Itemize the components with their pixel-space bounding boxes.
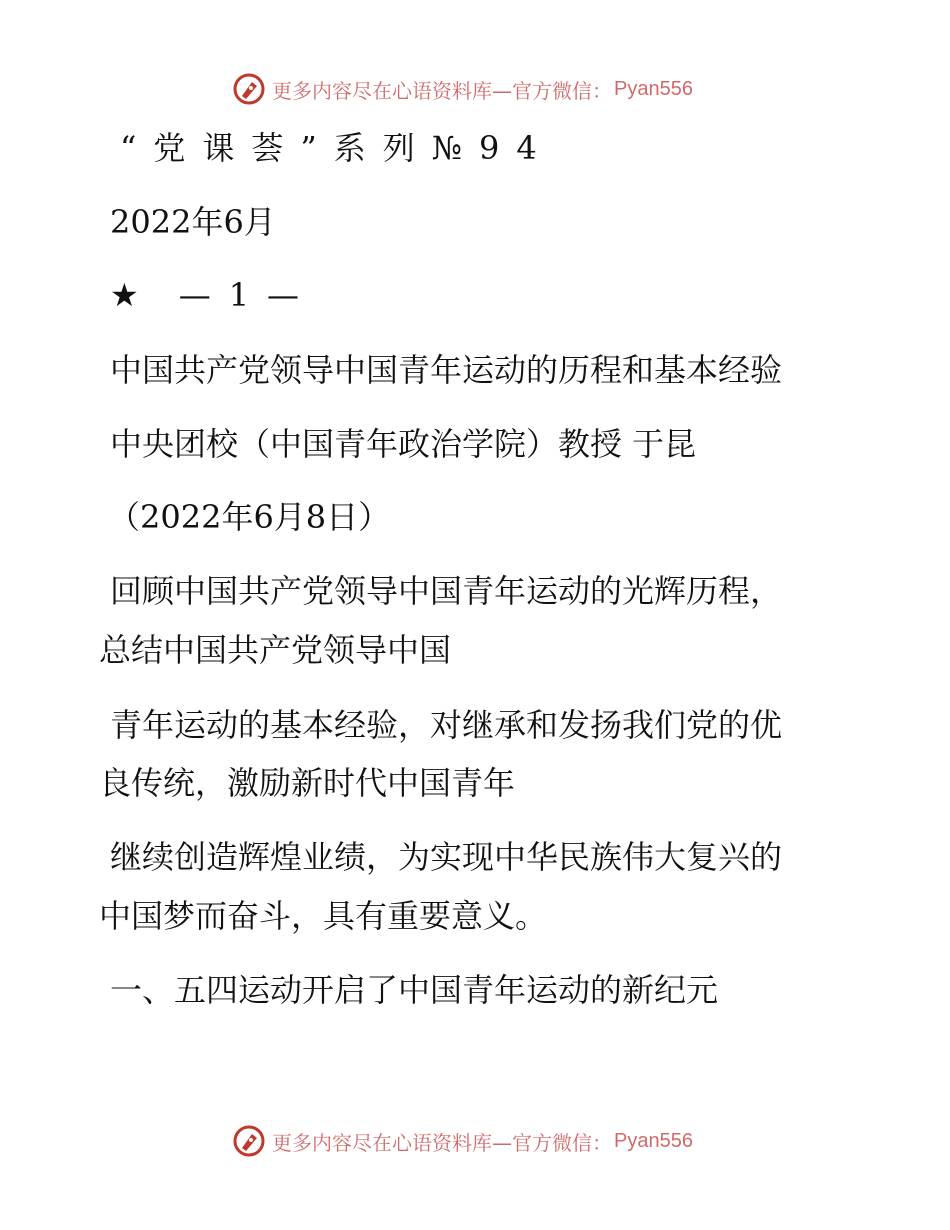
paragraph-line: 总结中国共产党领导中国 bbox=[99, 631, 452, 669]
footer-watermark bbox=[232, 1124, 693, 1158]
watermark-text: 更多内容尽在心语资料库—官方微信： bbox=[272, 78, 612, 103]
lecture-date: （2022年6月8日） bbox=[108, 498, 391, 536]
watermark-id: Pyan556 bbox=[614, 77, 693, 100]
paragraph-line: 青年运动的基本经验，对继承和发扬我们党的优 bbox=[110, 706, 783, 744]
series-label: “党课荟”系列№94 bbox=[120, 129, 554, 167]
pen-nib-logo-icon bbox=[232, 1124, 266, 1158]
page-marker-line bbox=[110, 275, 317, 315]
page-number-marker: —1— bbox=[178, 276, 318, 314]
paragraph-line: 中国梦而奋斗，具有重要意义。 bbox=[99, 897, 548, 935]
paragraph-line: 良传统，激励新时代中国青年 bbox=[99, 764, 516, 802]
author-line: 中央团校（中国青年政治学院）教授 于昆 bbox=[110, 425, 697, 463]
star-icon: ★ bbox=[110, 276, 139, 314]
paragraph-line: 继续创造辉煌业绩，为实现中华民族伟大复兴的 bbox=[110, 838, 783, 876]
section-heading: 一、五四运动开启了中国青年运动的新纪元 bbox=[110, 971, 719, 1009]
pen-nib-logo-icon bbox=[232, 72, 266, 106]
paragraph-line: 回顾中国共产党领导中国青年运动的光辉历程， bbox=[110, 572, 783, 610]
document-title: 中国共产党领导中国青年运动的历程和基本经验 bbox=[110, 351, 783, 389]
issue-date: 2022年6月 bbox=[110, 203, 276, 241]
watermark-text: 更多内容尽在心语资料库—官方微信： bbox=[272, 1130, 612, 1155]
header-watermark bbox=[232, 72, 693, 106]
watermark-id: Pyan556 bbox=[614, 1129, 693, 1152]
